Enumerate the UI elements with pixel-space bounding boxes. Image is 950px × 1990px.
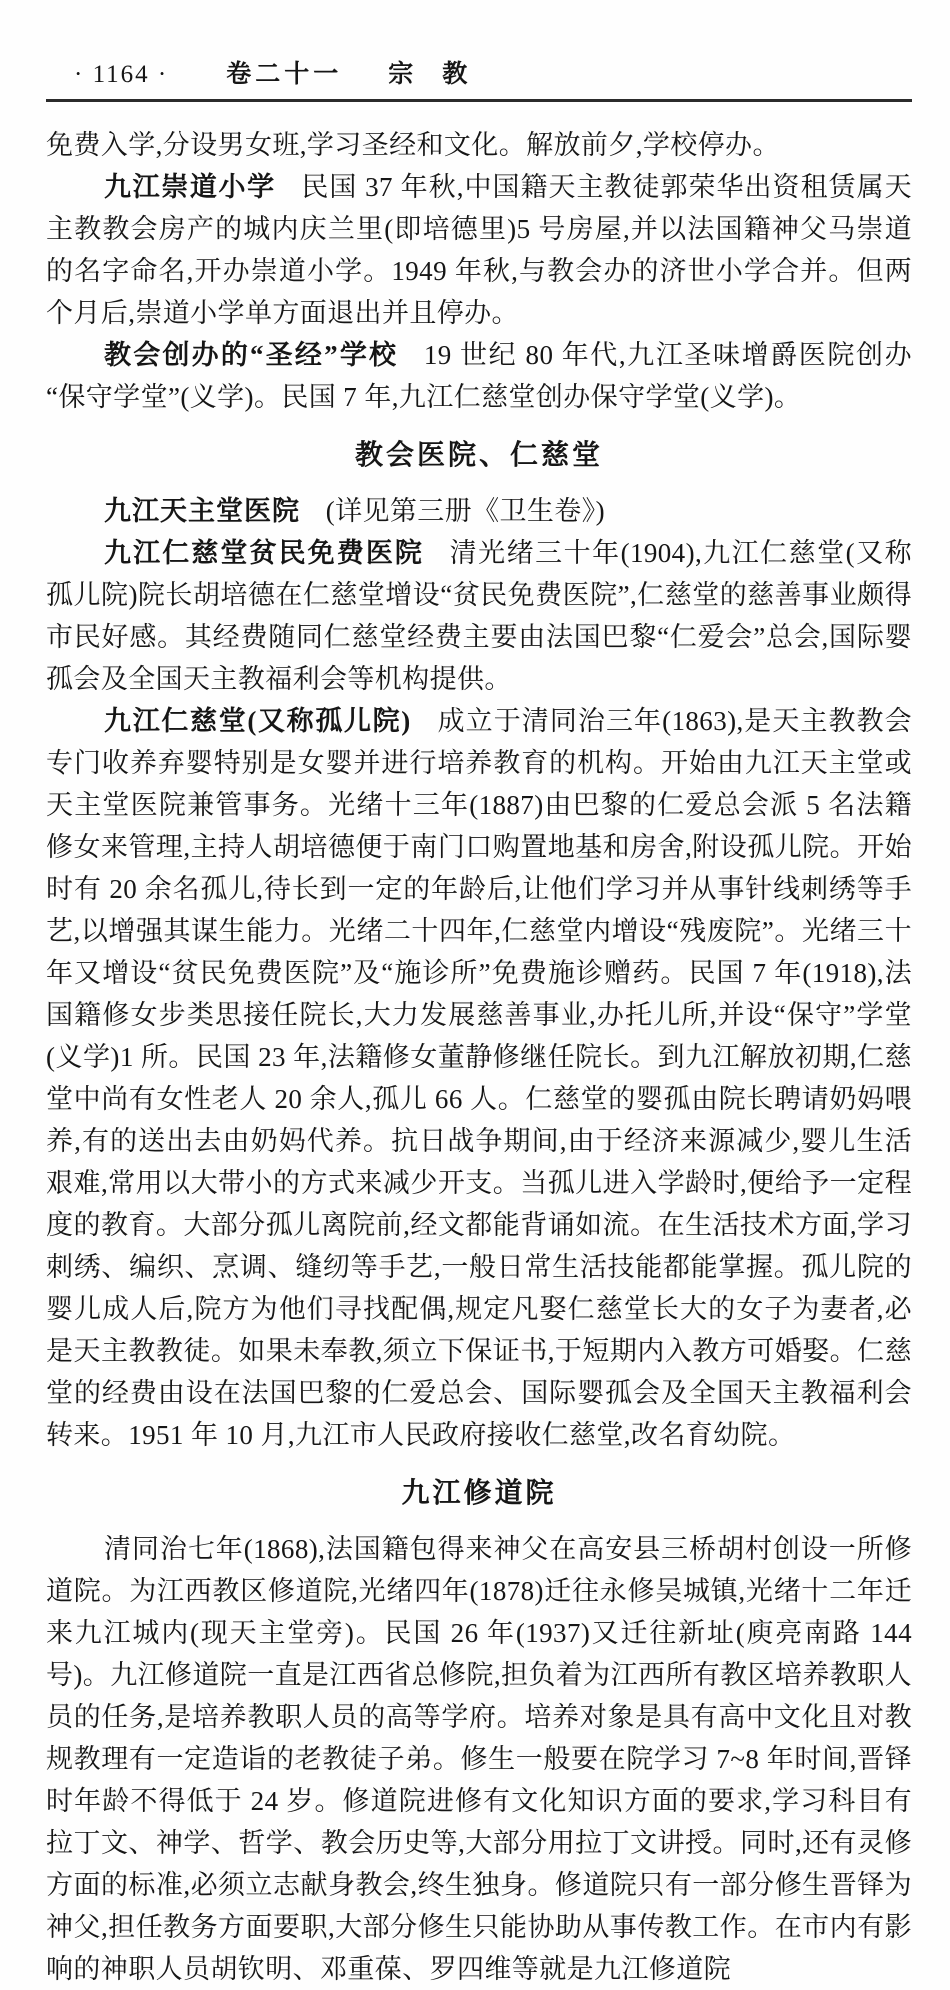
paragraph-text: 成立于清同治三年(1863),是天主教教会专门收养弃婴特别是女婴并进行培养教育的机构。开始由九江天主堂或天主堂医院兼管事务。光绪十三年(1887)由巴黎的仁爱总会派 5 名法籍修女来管理,主持人胡培德便于南门口购置地基和房舍,附设孤儿院。开始时有 20 余名孤儿,待长到一定的年龄后,让他们学习并从事针线刺绣等手艺,以增强其谋生能力。光绪二十四年,仁慈堂内增设“残废院”。光绪三十年又增设“贫民免费医院”及“施诊所”免费施诊赠药。民国 7 年(1918),法国籍修女步类思接任院长,大力发展慈善事业,办托儿所,并设“保守”学堂(义学)1 所。民国 23 年,法籍修女董静修继任院长。到九江解放初期,仁慈堂中尚有女性老人 20 余人,孤儿 66 人。仁慈堂的婴孤由院长聘请奶妈喂养,有的送出去由奶妈代养。抗日战争期间,由于经济来源减少,婴儿生活艰难,常用以大带小的方式来减少开支。当孤儿进入学龄时,便给予一定程度的教育。大部分孤儿离院前,经文都能背诵如流。在生活技术方面,学习刺绣、编织、烹调、缝纫等手艺,一般日常生活技能都能掌握。孤儿院的婴儿成人后,院方为他们寻找配偶,规定凡娶仁慈堂长大的女子为妻者,必是天主教教徒。如果未奉教,须立下保证书,于短期内入教方可婚娶。仁慈堂的经费由设在法国巴黎的仁爱总会、国际婴孤会及全国天主教福利会转来。1951 年 10 月,九江市人民政府接收仁慈堂,改名育幼院。 [46,706,913,1450]
section-heading-seminary: 九江修道院 [401,1478,557,1509]
paragraph-text: 清同治七年(1868),法国籍包得来神父在高安县三桥胡村创设一所修道院。为江西教区修道院,光绪四年(1878)迁往永修吴城镇,光绪十二年迁来九江城内(现天主堂旁)。民国 26 年(1937)又迁往新址(庾亮南路 144 号)。九江修道院一直是江西省总修院,担负着为江西所有教区培养教职人员的任务,是培养教职人员的高等学府。培养对象是具有高中文化且对教规教理有一定造诣的老教徒子弟。修生一般要在院学习 7~8 年时间,晋铎时年龄不得低于 24 岁。修道院进修有文化知识方面的要求,学习科目有拉丁文、神学、哲学、教会历史等,大部分用拉丁文讲授。同时,还有灵修方面的标准,必须立志献身教会,终生独身。修道院只有一部分修生晋铎为神父,担任教务方面要职,大部分修生只能协助从事传教工作。在市内有影响的神职人员胡钦明、邓重葆、罗四维等就是九江修道院 [46,1534,912,1984]
entry-title: 九江仁慈堂贫民免费医院 [104,538,425,568]
paragraph-text: 民国 37 年秋,中国籍天主教徒郭荣华出资租赁属天主教教会房产的城内庆兰里(即培德里)5 号房屋,并以法国籍神父马崇道的名字命名,开办崇道小学。1949 年秋,与教会办的济世小学合并。但两个月后,崇道小学单方面退出并且停办。 [46,172,912,328]
subject-title: 宗 教 [388,61,470,88]
entry-paragraph-chongdao-school [46,166,912,334]
volume-title: 卷二十一 [226,61,343,88]
paragraph-text: 19 世纪 80 年代,九江圣味增爵医院创办“保守学堂”(义学)。民国 7 年,九江仁慈堂创办保守学堂(义学)。 [46,340,912,412]
entry-title: 九江仁慈堂(又称孤儿院) [104,706,412,736]
paragraph-text: 清光绪三十年(1904),九江仁慈堂(又称孤儿院)院长胡培德在仁慈堂增设“贫民免费医院”,仁慈堂的慈善事业颇得市民好感。其经费随同仁慈堂经费主要由法国巴黎“仁爱会”总会,国际婴孤会及全国天主教福利会等机构提供。 [46,538,913,694]
entry-paragraph-rencitang-orphanage [46,700,912,1456]
entry-title: 教会创办的“圣经”学校 [104,340,399,370]
section-heading-church-hospitals: 教会医院、仁慈堂 [354,440,603,471]
paragraph-text: (详见第三册《卫生卷》) [325,496,605,526]
running-header [46,54,912,90]
paragraph-text: 免费入学,分设男女班,学习圣经和文化。解放前夕,学校停办。 [46,130,780,160]
entry-title: 九江崇道小学 [104,172,276,202]
header-rule [46,99,912,102]
body-text [46,124,912,1990]
paragraph-continuation [46,124,912,166]
entry-title: 九江天主堂医院 [104,496,301,526]
entry-paragraph-bible-schools [46,334,912,418]
entry-paragraph-free-hospital [46,532,912,700]
entry-paragraph-catholic-hospital [46,490,912,532]
page-number: · 1164 · [74,61,169,88]
paragraph-seminary [46,1528,912,1990]
